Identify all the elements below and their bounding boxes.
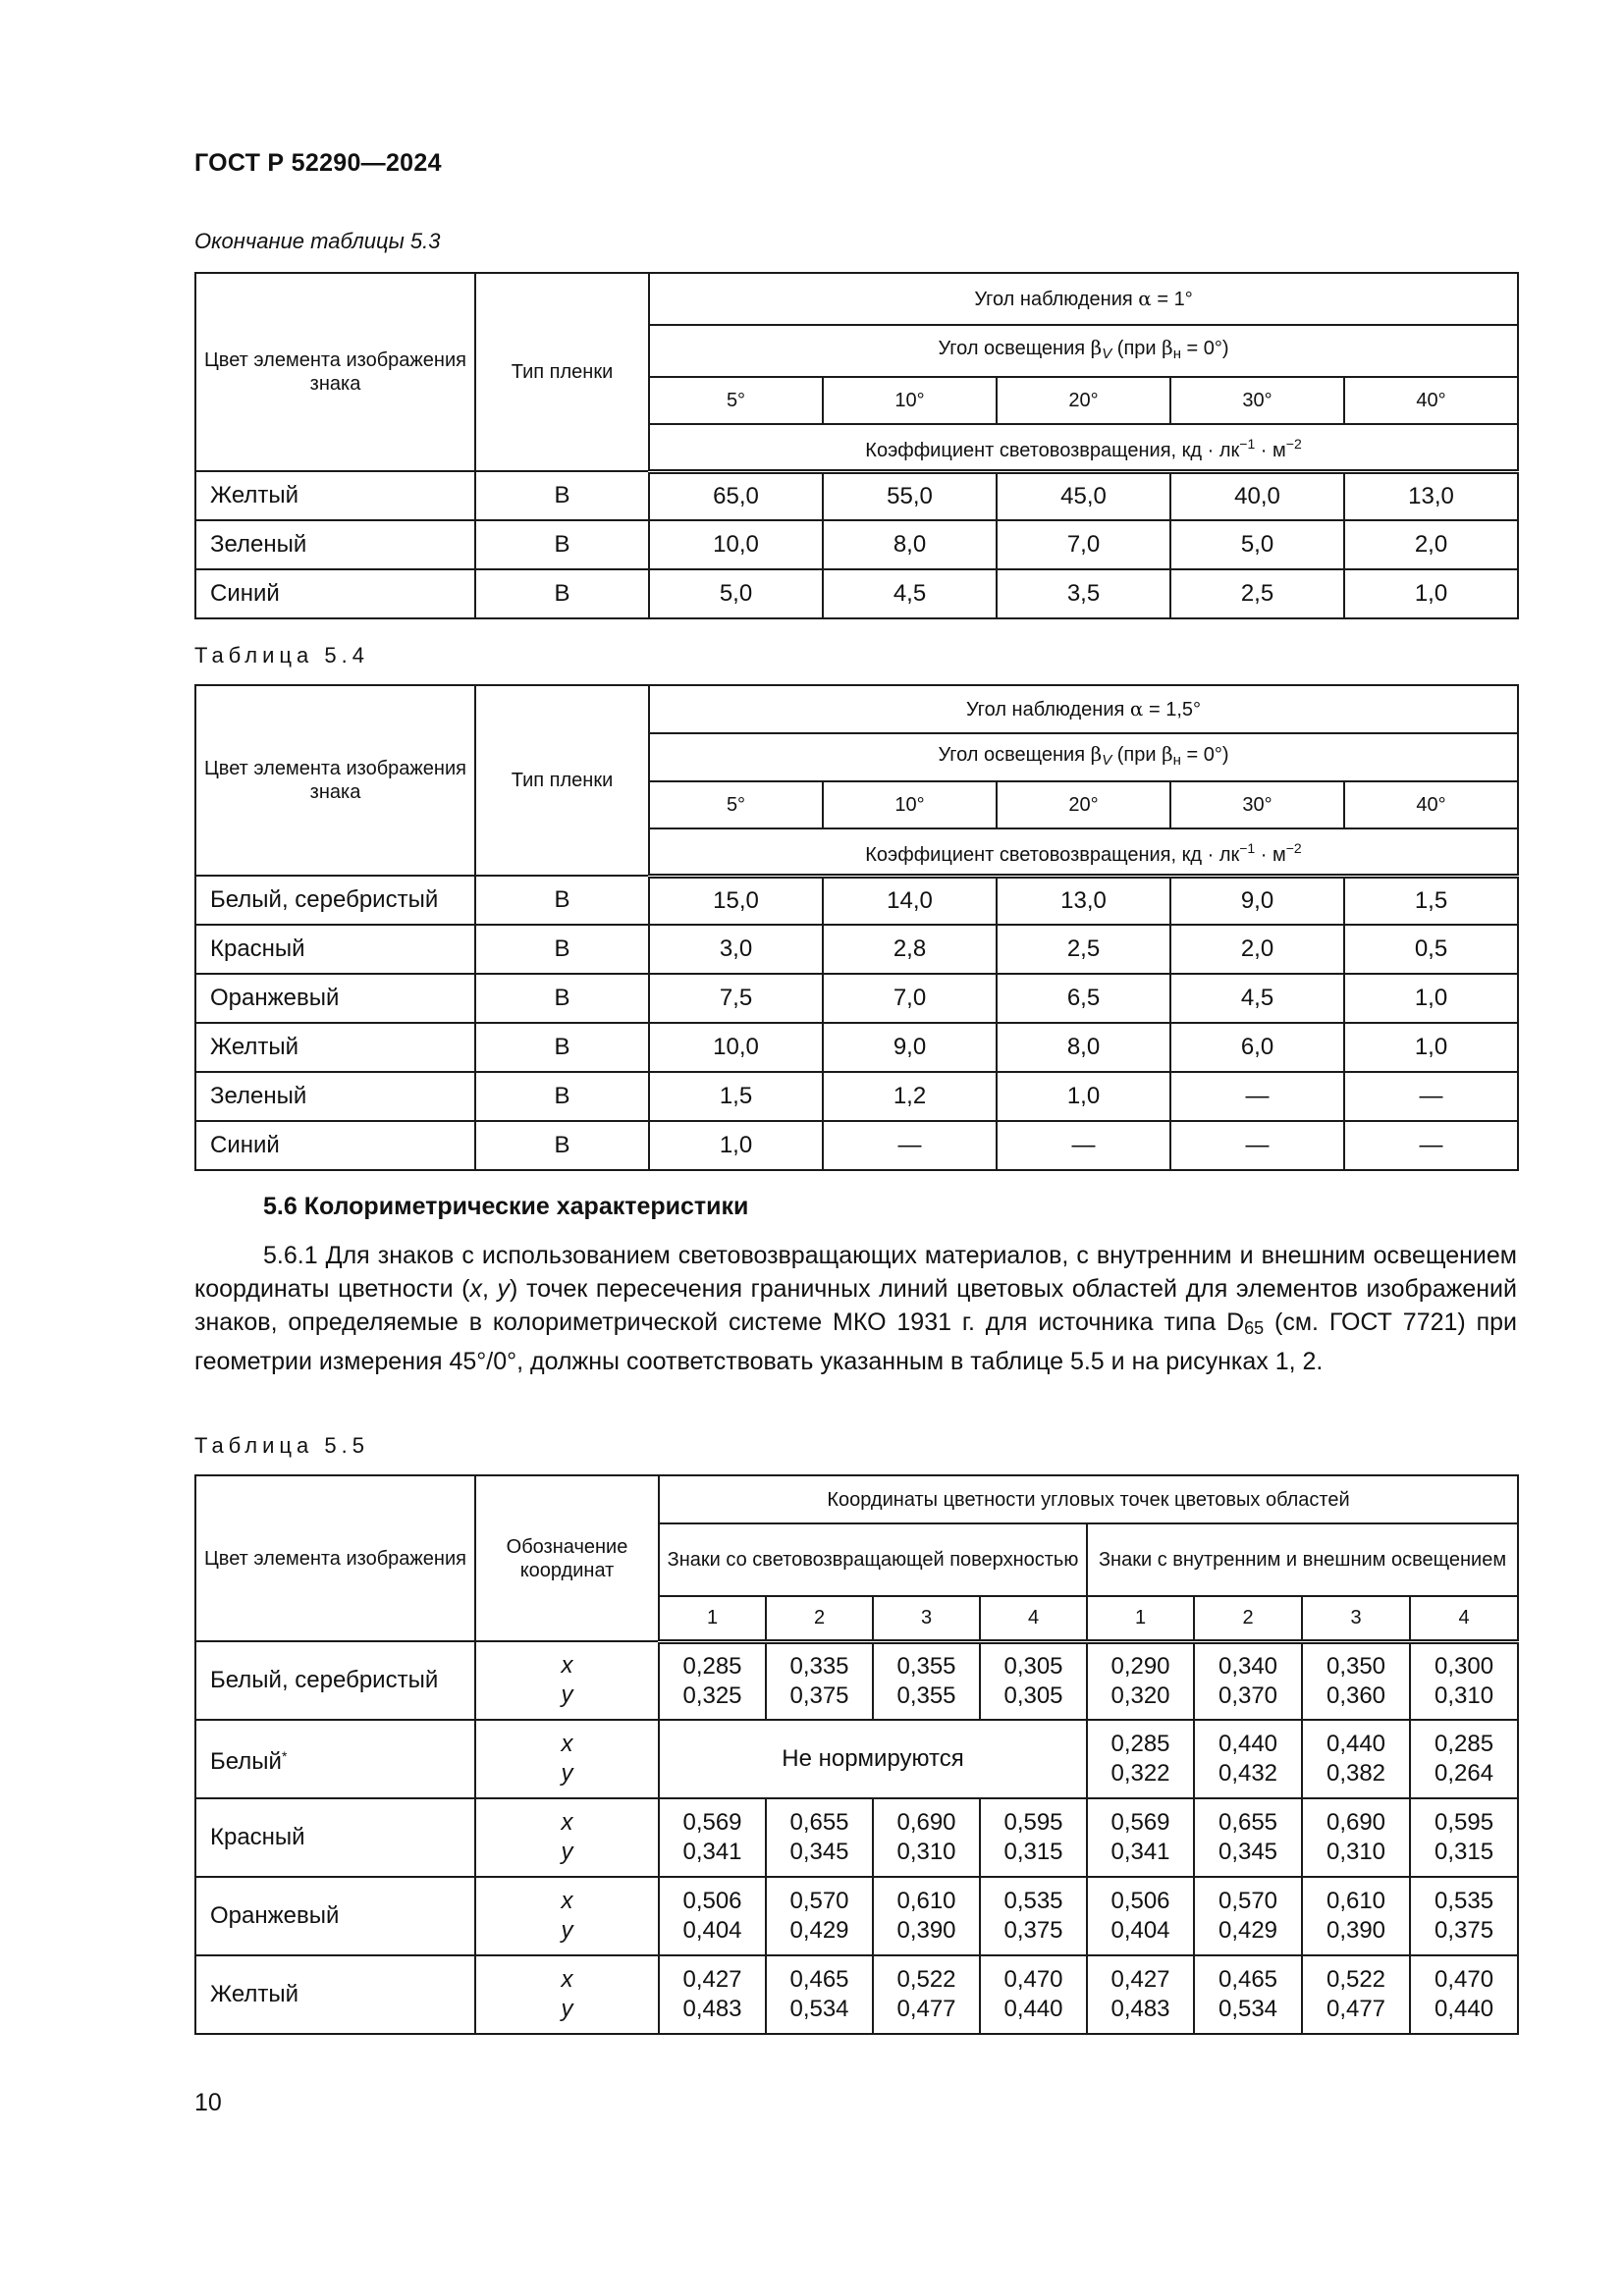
coordinate-labels: x y bbox=[475, 1798, 659, 1877]
value-cell: 1,0 bbox=[649, 1121, 823, 1170]
color-cell: Оранжевый bbox=[195, 974, 475, 1023]
table-row bbox=[195, 876, 1518, 925]
value-cell: 2,0 bbox=[1170, 925, 1344, 974]
value-cell: — bbox=[1344, 1072, 1518, 1121]
value-cell: 3,5 bbox=[997, 569, 1170, 618]
value-cell: 7,0 bbox=[997, 520, 1170, 569]
column-header-color: Цвет элемента изображения bbox=[195, 1475, 475, 1641]
point-header: 3 bbox=[1302, 1596, 1410, 1641]
value-cell: — bbox=[1170, 1072, 1344, 1121]
not-normed-cell: Не нормируются bbox=[659, 1720, 1087, 1798]
value-cell: 1,2 bbox=[823, 1072, 997, 1121]
section-paragraph: 5.6.1 Для знаков с использованием световозвращающих материалов, с внутренним и внешним освещением координаты цветности (x, y) точек пересечения граничных линий цветовых областей для элементов изображений знаков, определяемые в колориметрической системе МКО 1931 г. для источника типа $D_{65}$ (см. ГОСТ 7721) при геометрии измерения 45°/0°, должны соответствовать указанным в таблице 5.5 и на рисунках 1, 2. bbox=[194, 1242, 1517, 1375]
value-cell: 1,0 bbox=[1344, 569, 1518, 618]
table-row bbox=[195, 1641, 1518, 1720]
value-cell: 45,0 bbox=[997, 471, 1170, 520]
film-cell: В bbox=[475, 925, 649, 974]
angle-header: 30° bbox=[1170, 781, 1344, 828]
coordinate-cell: 0,655 0,345 bbox=[1194, 1798, 1302, 1877]
value-cell: — bbox=[997, 1121, 1170, 1170]
table-5-3 bbox=[194, 272, 1519, 619]
value-cell: 2,8 bbox=[823, 925, 997, 974]
coefficient-header: Коэффициент световозвращения, кд · $лк^{-1} \cdot м^{-2}$ bbox=[649, 828, 1518, 876]
coordinate-cell: 0,535 0,375 bbox=[980, 1877, 1087, 1955]
value-cell: 10,0 bbox=[649, 520, 823, 569]
color-cell: Красный bbox=[195, 1798, 475, 1877]
value-cell: 1,0 bbox=[1344, 1023, 1518, 1072]
angle-header: 5° bbox=[649, 781, 823, 828]
coordinate-cell: 0,522 0,477 bbox=[873, 1955, 980, 2034]
table-row bbox=[195, 1072, 1518, 1121]
coordinate-cell: 0,595 0,315 bbox=[1410, 1798, 1518, 1877]
value-cell: 4,5 bbox=[1170, 974, 1344, 1023]
angle-header: 30° bbox=[1170, 377, 1344, 424]
coordinate-cell: 0,569 0,341 bbox=[1087, 1798, 1194, 1877]
value-cell: 15,0 bbox=[649, 876, 823, 925]
point-header: 4 bbox=[980, 1596, 1087, 1641]
coordinate-cell: 0,350 0,360 bbox=[1302, 1641, 1410, 1720]
column-header-coordinates: Обозначение координат bbox=[475, 1475, 659, 1641]
group-header: Координаты цветности угловых точек цветовых областей bbox=[659, 1475, 1518, 1523]
value-cell: 2,5 bbox=[997, 925, 1170, 974]
coordinate-cell: 0,440 0,432 bbox=[1194, 1720, 1302, 1798]
table-row bbox=[195, 471, 1518, 520]
value-cell: 8,0 bbox=[997, 1023, 1170, 1072]
coordinate-cell: 0,465 0,534 bbox=[766, 1955, 873, 2034]
coordinate-labels: x y bbox=[475, 1877, 659, 1955]
color-cell: Желтый bbox=[195, 471, 475, 520]
value-cell: 1,5 bbox=[649, 1072, 823, 1121]
value-cell: 5,0 bbox=[649, 569, 823, 618]
coordinate-cell: 0,427 0,483 bbox=[1087, 1955, 1194, 2034]
document-header: ГОСТ Р 52290—2024 bbox=[194, 149, 442, 177]
value-cell: 55,0 bbox=[823, 471, 997, 520]
observation-angle-header: Угол наблюдения α = 1,5° bbox=[649, 685, 1518, 733]
film-cell: В bbox=[475, 1121, 649, 1170]
value-cell: 13,0 bbox=[997, 876, 1170, 925]
table-row bbox=[195, 520, 1518, 569]
column-header-color: Цвет элемента изображения знака bbox=[195, 273, 475, 471]
coordinate-labels: x y bbox=[475, 1955, 659, 2034]
value-cell: 8,0 bbox=[823, 520, 997, 569]
table-row bbox=[195, 1955, 1518, 2034]
film-cell: В bbox=[475, 1023, 649, 1072]
coordinate-cell: 0,355 0,355 bbox=[873, 1641, 980, 1720]
illumination-angle-header: Угол освещения $\beta_V$ (при $\beta_н = 0^\circ$) bbox=[649, 733, 1518, 781]
value-cell: 4,5 bbox=[823, 569, 997, 618]
point-header: 3 bbox=[873, 1596, 980, 1641]
value-cell: — bbox=[823, 1121, 997, 1170]
observation-angle-header: Угол наблюдения α = 1° bbox=[649, 273, 1518, 325]
value-cell: 65,0 bbox=[649, 471, 823, 520]
column-header-film-type: Тип пленки bbox=[475, 273, 649, 471]
color-cell: Белый* bbox=[195, 1720, 475, 1798]
illumination-angle-header: Угол освещения $\beta_V$ (при $\beta_н = 0^\circ$) bbox=[649, 325, 1518, 377]
coordinate-cell: 0,506 0,404 bbox=[659, 1877, 766, 1955]
film-cell: В bbox=[475, 471, 649, 520]
coordinate-cell: 0,427 0,483 bbox=[659, 1955, 766, 2034]
film-cell: В bbox=[475, 520, 649, 569]
coordinate-cell: 0,569 0,341 bbox=[659, 1798, 766, 1877]
value-cell: — bbox=[1170, 1121, 1344, 1170]
page-number: 10 bbox=[194, 2089, 222, 2116]
coordinate-cell: 0,285 0,322 bbox=[1087, 1720, 1194, 1798]
value-cell: 14,0 bbox=[823, 876, 997, 925]
angle-header: 40° bbox=[1344, 377, 1518, 424]
coordinate-cell: 0,610 0,390 bbox=[1302, 1877, 1410, 1955]
column-header-color: Цвет элемента изображения знака bbox=[195, 685, 475, 876]
coordinate-cell: 0,285 0,325 bbox=[659, 1641, 766, 1720]
value-cell: 5,0 bbox=[1170, 520, 1344, 569]
film-cell: В bbox=[475, 1072, 649, 1121]
coordinate-cell: 0,570 0,429 bbox=[766, 1877, 873, 1955]
value-cell: 1,0 bbox=[997, 1072, 1170, 1121]
value-cell: 3,0 bbox=[649, 925, 823, 974]
value-cell: — bbox=[1344, 1121, 1518, 1170]
coordinate-cell: 0,305 0,305 bbox=[980, 1641, 1087, 1720]
color-cell: Синий bbox=[195, 569, 475, 618]
value-cell: 9,0 bbox=[1170, 876, 1344, 925]
coordinate-labels: x y bbox=[475, 1720, 659, 1798]
value-cell: 2,5 bbox=[1170, 569, 1344, 618]
coordinate-cell: 0,340 0,370 bbox=[1194, 1641, 1302, 1720]
color-cell: Желтый bbox=[195, 1023, 475, 1072]
color-cell: Желтый bbox=[195, 1955, 475, 2034]
value-cell: 2,0 bbox=[1344, 520, 1518, 569]
coordinate-cell: 0,470 0,440 bbox=[1410, 1955, 1518, 2034]
coordinate-cell: 0,610 0,390 bbox=[873, 1877, 980, 1955]
color-cell: Зеленый bbox=[195, 1072, 475, 1121]
film-cell: В bbox=[475, 876, 649, 925]
film-cell: В bbox=[475, 974, 649, 1023]
table-row bbox=[195, 1121, 1518, 1170]
coordinate-cell: 0,506 0,404 bbox=[1087, 1877, 1194, 1955]
angle-header: 40° bbox=[1344, 781, 1518, 828]
coordinate-cell: 0,300 0,310 bbox=[1410, 1641, 1518, 1720]
coordinate-cell: 0,290 0,320 bbox=[1087, 1641, 1194, 1720]
angle-header: 20° bbox=[997, 781, 1170, 828]
angle-header: 5° bbox=[649, 377, 823, 424]
coordinate-cell: 0,690 0,310 bbox=[1302, 1798, 1410, 1877]
table-row bbox=[195, 569, 1518, 618]
color-cell: Белый, серебристый bbox=[195, 876, 475, 925]
point-header: 4 bbox=[1410, 1596, 1518, 1641]
value-cell: 1,0 bbox=[1344, 974, 1518, 1023]
section-heading: 5.6 Колориметрические характеристики bbox=[263, 1193, 749, 1220]
coordinate-cell: 0,655 0,345 bbox=[766, 1798, 873, 1877]
coefficient-header: Коэффициент световозвращения, кд · $лк^{-1} \cdot м^{-2}$ bbox=[649, 424, 1518, 471]
value-cell: 1,5 bbox=[1344, 876, 1518, 925]
coordinate-cell: 0,535 0,375 bbox=[1410, 1877, 1518, 1955]
value-cell: 7,5 bbox=[649, 974, 823, 1023]
table-5-4-caption: Таблица 5.4 bbox=[194, 643, 369, 667]
coordinate-cell: 0,465 0,534 bbox=[1194, 1955, 1302, 2034]
table-row bbox=[195, 1877, 1518, 1955]
value-cell: 6,0 bbox=[1170, 1023, 1344, 1072]
point-header: 1 bbox=[1087, 1596, 1194, 1641]
value-cell: 13,0 bbox=[1344, 471, 1518, 520]
angle-header: 10° bbox=[823, 781, 997, 828]
color-cell: Красный bbox=[195, 925, 475, 974]
value-cell: 6,5 bbox=[997, 974, 1170, 1023]
table-row bbox=[195, 974, 1518, 1023]
coordinate-cell: 0,470 0,440 bbox=[980, 1955, 1087, 2034]
value-cell: 7,0 bbox=[823, 974, 997, 1023]
table-row bbox=[195, 1023, 1518, 1072]
coordinate-cell: 0,595 0,315 bbox=[980, 1798, 1087, 1877]
value-cell: 9,0 bbox=[823, 1023, 997, 1072]
color-cell: Синий bbox=[195, 1121, 475, 1170]
point-header: 2 bbox=[766, 1596, 873, 1641]
value-cell: 40,0 bbox=[1170, 471, 1344, 520]
table-row bbox=[195, 925, 1518, 974]
coordinate-cell: 0,335 0,375 bbox=[766, 1641, 873, 1720]
value-cell: 0,5 bbox=[1344, 925, 1518, 974]
point-header: 2 bbox=[1194, 1596, 1302, 1641]
coordinate-cell: 0,440 0,382 bbox=[1302, 1720, 1410, 1798]
coordinate-cell: 0,570 0,429 bbox=[1194, 1877, 1302, 1955]
angle-header: 10° bbox=[823, 377, 997, 424]
coordinate-labels: x y bbox=[475, 1641, 659, 1720]
coordinate-cell: 0,690 0,310 bbox=[873, 1798, 980, 1877]
subgroup-illuminated: Знаки с внутренним и внешним освещением bbox=[1087, 1523, 1518, 1596]
table-row bbox=[195, 1720, 1518, 1798]
table-5-5-caption: Таблица 5.5 bbox=[194, 1433, 369, 1458]
column-header-film-type: Тип пленки bbox=[475, 685, 649, 876]
table-row bbox=[195, 1798, 1518, 1877]
subgroup-retroreflective: Знаки со световозвращающей поверхностью bbox=[659, 1523, 1087, 1596]
coordinate-cell: 0,522 0,477 bbox=[1302, 1955, 1410, 2034]
angle-header: 20° bbox=[997, 377, 1170, 424]
point-header: 1 bbox=[659, 1596, 766, 1641]
table-5-3-caption: Окончание таблицы 5.3 bbox=[194, 229, 441, 253]
value-cell: 10,0 bbox=[649, 1023, 823, 1072]
film-cell: В bbox=[475, 569, 649, 618]
table-5-4 bbox=[194, 684, 1519, 1171]
color-cell: Зеленый bbox=[195, 520, 475, 569]
color-cell: Оранжевый bbox=[195, 1877, 475, 1955]
color-cell: Белый, серебристый bbox=[195, 1641, 475, 1720]
coordinate-cell: 0,285 0,264 bbox=[1410, 1720, 1518, 1798]
table-5-5 bbox=[194, 1474, 1519, 2035]
